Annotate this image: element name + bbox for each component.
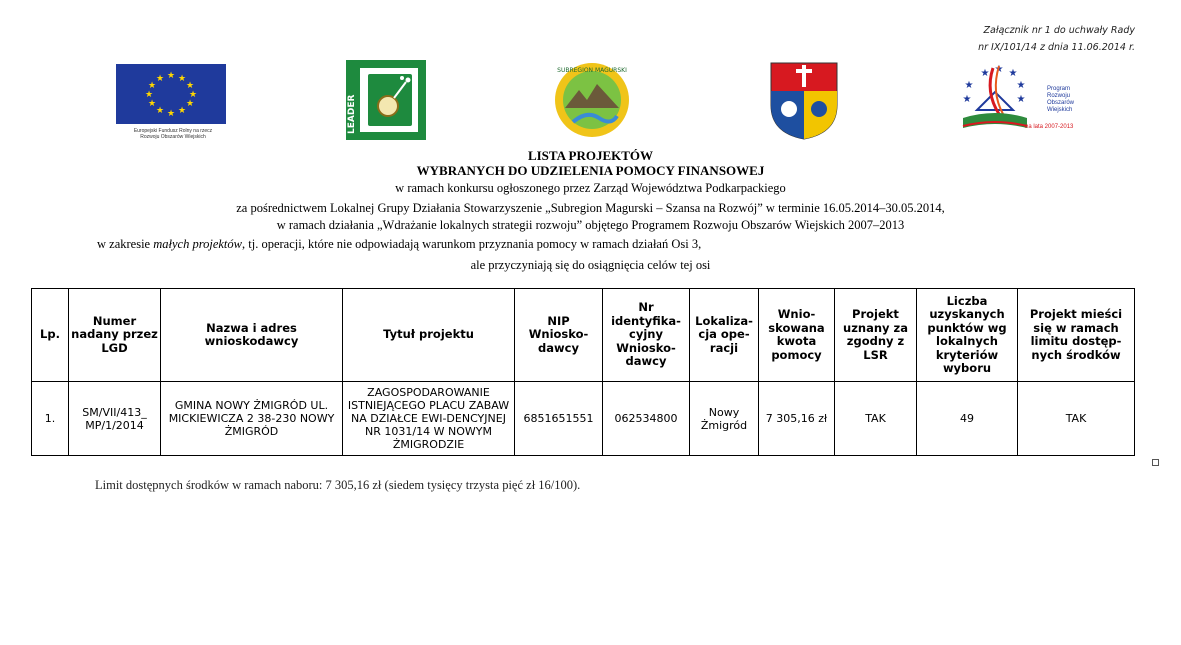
eu-logo — [113, 62, 233, 148]
svg-text:★: ★ — [166, 71, 176, 81]
cell-nazwa: GMINA NOWY ŻMIGRÓD UL. MICKIEWICZA 2 38-230 NOWY ŻMIGRÓD — [161, 382, 343, 456]
col-header-zgodny: Projekt uznany za zgodny z LSR — [835, 289, 917, 382]
svg-text:★: ★ — [177, 74, 187, 84]
svg-text:★: ★ — [147, 99, 157, 109]
cell-lokalizacja: Nowy Żmigród — [690, 382, 759, 456]
table-row — [32, 382, 1135, 456]
col-header-numer: Numer nadany przez LGD — [69, 289, 161, 382]
subregion-logo — [553, 60, 631, 140]
col-header-nazwa: Nazwa i adres wnioskodawcy — [161, 289, 343, 382]
small-projects-emphasis: małych projektów — [153, 237, 242, 251]
svg-text:★: ★ — [144, 90, 154, 100]
svg-text:★: ★ — [994, 64, 1004, 75]
col-header-nr-id: Nr identyfika-cyjny Wniosko-dawcy — [603, 289, 690, 382]
svg-text:Program: Program — [1047, 86, 1071, 92]
eu-caption: Europejski Fundusz Rolny na rzecz Rozwoju Obszarów Wiejskich — [133, 128, 213, 140]
col-header-nip: NIP Wniosko-dawcy — [515, 289, 603, 382]
svg-text:★: ★ — [166, 109, 176, 119]
cell-limit: TAK — [1018, 382, 1135, 456]
svg-text:★: ★ — [1016, 94, 1026, 105]
table-header-row — [32, 289, 1135, 382]
col-header-limit: Projekt mieści się w ramach limitu dostęp-nych środków — [1018, 289, 1135, 382]
col-header-tytul: Tytuł projektu — [343, 289, 515, 382]
subtitle-line-4: za pośrednictwem Lokalnej Grupy Działania Stowarzyszenie „Subregion Magurski – Szansa na Rozwój” w terminie 16.05.2014–30.05.2014, — [236, 201, 945, 215]
svg-text:Rozwoju: Rozwoju — [1047, 93, 1071, 99]
subregion-text: SUBREGION MAGURSKI — [557, 67, 627, 74]
svg-text:★: ★ — [964, 80, 974, 91]
svg-text:★: ★ — [980, 68, 990, 79]
svg-text:★: ★ — [188, 90, 198, 100]
svg-text:★: ★ — [1016, 80, 1026, 91]
annex-line-2: nr IX/101/14 z dnia 11.06.2014 r. — [978, 42, 1135, 53]
svg-text:★: ★ — [185, 99, 195, 109]
svg-text:★: ★ — [1008, 68, 1018, 79]
svg-text:★: ★ — [177, 106, 187, 116]
svg-text:★: ★ — [155, 106, 165, 116]
table-resize-handle[interactable] — [1152, 459, 1159, 466]
svg-text:★: ★ — [155, 74, 165, 84]
col-header-lp: Lp. — [32, 289, 69, 382]
cell-lp: 1. — [32, 382, 69, 456]
leader-text: LEADER — [347, 94, 357, 134]
svg-text:★: ★ — [962, 94, 972, 105]
title-line-2: WYBRANYCH DO UDZIELENIA POMOCY FINANSOWEJ — [416, 163, 765, 178]
subtitle-line-7: ale przyczyniają się do osiągnięcia celów tej osi — [470, 258, 711, 272]
cell-nip: 6851651551 — [515, 382, 603, 456]
svg-text:Wiejskich: Wiejskich — [1047, 107, 1073, 113]
title-line-1: LISTA PROJEKTÓW — [527, 148, 654, 163]
svg-text:★: ★ — [185, 81, 195, 91]
leader-logo — [346, 60, 426, 140]
cell-kwota: 7 305,16 zł — [759, 382, 835, 456]
prow-logo — [955, 62, 1095, 140]
svg-text:na lata 2007-2013: na lata 2007-2013 — [1025, 124, 1074, 130]
subtitle-line-5: w ramach działania „Wdrażanie lokalnych strategii rozwoju” objętego Programem Rozwoju Obszarów Wiejskich 2007–2013 — [276, 218, 905, 232]
svg-text:Obszarów: Obszarów — [1047, 100, 1075, 106]
funds-limit-note: Limit dostępnych środków w ramach naboru: 7 305,16 zł (siedem tysięcy trzysta pięć zł 16/100). — [95, 478, 581, 492]
cell-nr-id: 062534800 — [603, 382, 690, 456]
col-header-punkty: Liczba uzyskanych punktów wg lokalnych kryteriów wyboru — [917, 289, 1018, 382]
svg-text:★: ★ — [147, 81, 157, 91]
col-header-kwota: Wnio-skowana kwota pomocy — [759, 289, 835, 382]
subtitle-line-3: w ramach konkursu ogłoszonego przez Zarząd Województwa Podkarpackiego — [395, 181, 786, 195]
eu-flag-icon — [116, 64, 226, 124]
col-header-lokalizacja: Lokaliza-cja ope-racji — [690, 289, 759, 382]
cell-numer: SM/VII/413_ MP/1/2014 — [69, 382, 161, 456]
projects-table — [31, 288, 1135, 456]
subtitle-line-6: w zakresie małych projektów, tj. operacji, które nie odpowiadają warunkom przyznania pomocy w ramach działań Osi 3, — [97, 237, 702, 251]
cell-zgodny: TAK — [835, 382, 917, 456]
annex-line-1: Załącznik nr 1 do uchwały Rady — [983, 25, 1135, 36]
annex-note — [835, 22, 1135, 56]
cell-tytul: ZAGOSPODAROWANIE ISTNIEJĄCEGO PLACU ZABAW NA DZIAŁCE EWI-DENCYJNEJ NR 1031/14 W NOWYM ŻMIGRODZIE — [343, 382, 515, 456]
podkarpackie-crest-logo — [769, 61, 839, 141]
cell-punkty: 49 — [917, 382, 1018, 456]
